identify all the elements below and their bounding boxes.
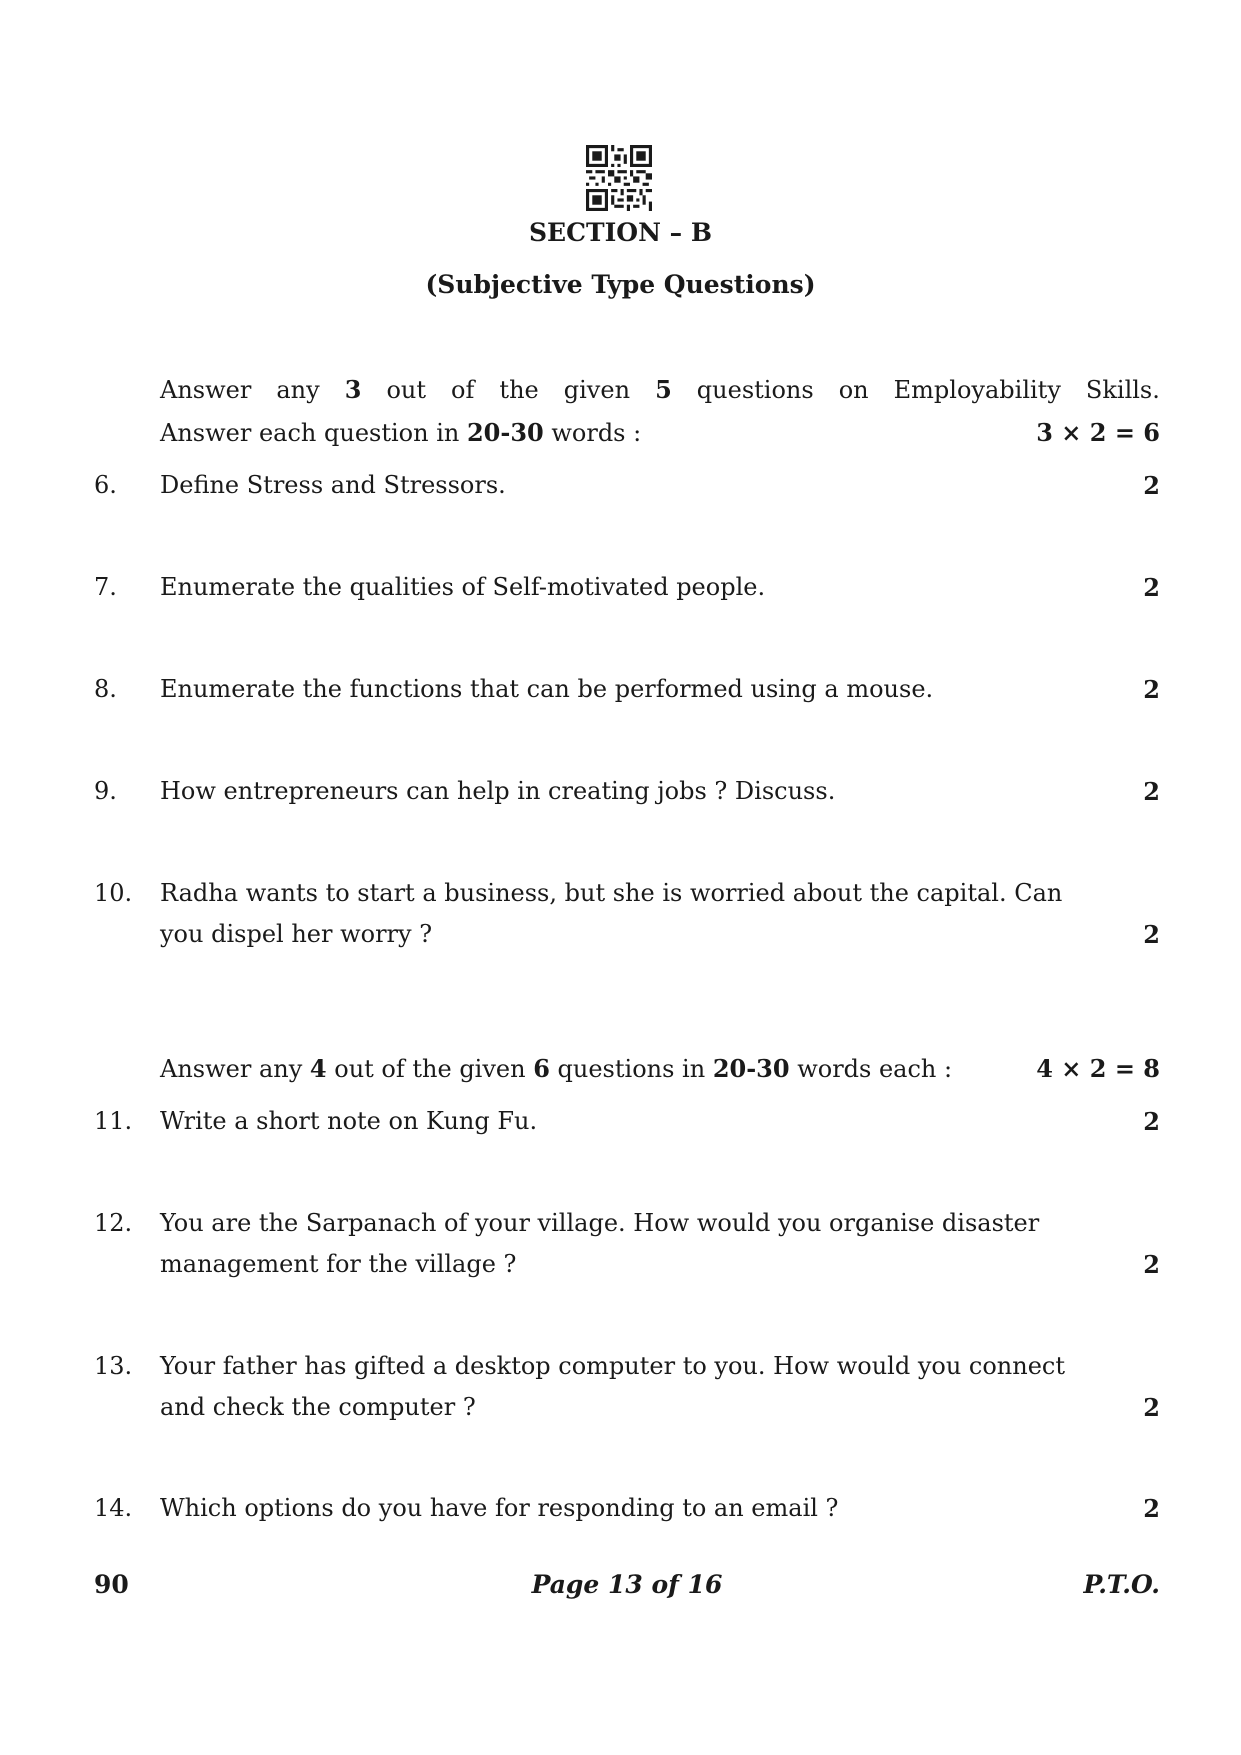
section-marks: 4 × 2 = 8 <box>1036 1054 1160 1083</box>
question-text-line: you dispel her worry ? <box>160 920 433 948</box>
question-marks: 2 <box>1143 777 1160 806</box>
question-number: 8. <box>94 675 117 703</box>
qr-code <box>586 145 652 211</box>
question-marks: 2 <box>1143 1393 1160 1422</box>
question-text-line: Radha wants to start a business, but she is worried about the capital. Can <box>160 879 1063 907</box>
question-text: Enumerate the functions that can be performed using a mouse. <box>160 675 934 703</box>
question-marks: 2 <box>1143 920 1160 949</box>
question-marks: 2 <box>1143 471 1160 500</box>
question-item <box>94 1101 1160 1142</box>
section-title: SECTION – B <box>529 218 712 247</box>
question-text: Which options do you have for responding to an email ? <box>160 1494 839 1522</box>
question-number: 12. <box>94 1209 133 1237</box>
question-text: Define Stress and Stressors. <box>160 471 506 499</box>
question-text-line: You are the Sarpanach of your village. How would you organise disaster <box>160 1209 1040 1237</box>
section-marks: 3 × 2 = 6 <box>1036 418 1160 447</box>
question-number: 10. <box>94 879 133 907</box>
question-item <box>94 1346 1160 1428</box>
page-number: Page 13 of 16 <box>531 1570 723 1599</box>
question-item <box>94 465 1160 506</box>
question-number: 9. <box>94 777 117 805</box>
question-marks: 2 <box>1143 1107 1160 1136</box>
instruction-line-2: Answer each question in 20-30 words : 3 × 2 = 6 <box>160 411 1160 454</box>
question-number: 11. <box>94 1107 133 1135</box>
question-marks: 2 <box>1143 675 1160 704</box>
page-footer <box>94 1570 1160 1602</box>
instruction-line-1: Answer any 3 out of the given 5 questions on Employability Skills. <box>160 375 1160 404</box>
question-number: 14. <box>94 1494 133 1522</box>
question-marks: 2 <box>1143 1494 1160 1523</box>
question-text: Enumerate the qualities of Self-motivated people. <box>160 573 766 601</box>
question-number: 13. <box>94 1352 133 1380</box>
question-item <box>94 669 1160 710</box>
instruction-part2 <box>160 1047 1160 1090</box>
question-number: 6. <box>94 471 117 499</box>
question-text-line: and check the computer ? <box>160 1393 476 1421</box>
paper-code: 90 <box>94 1570 129 1599</box>
question-item <box>94 567 1160 608</box>
instruction-line: Answer any 4 out of the given 6 questions in 20-30 words each : 4 × 2 = 8 <box>160 1047 1160 1090</box>
question-number: 7. <box>94 573 117 601</box>
instruction-part1 <box>160 368 1160 454</box>
question-text-line: Your father has gifted a desktop computer to you. How would you connect <box>160 1352 1066 1380</box>
question-item <box>94 771 1160 812</box>
question-item <box>94 1203 1160 1285</box>
section-subtitle: (Subjective Type Questions) <box>425 270 816 299</box>
question-text: Write a short note on Kung Fu. <box>160 1107 538 1135</box>
question-text: How entrepreneurs can help in creating jobs ? Discuss. <box>160 777 836 805</box>
question-marks: 2 <box>1143 1250 1160 1279</box>
question-text-line: management for the village ? <box>160 1250 517 1278</box>
question-item <box>94 873 1160 955</box>
pto-label: P.T.O. <box>1083 1570 1160 1599</box>
question-marks: 2 <box>1143 573 1160 602</box>
question-item <box>94 1488 1160 1529</box>
